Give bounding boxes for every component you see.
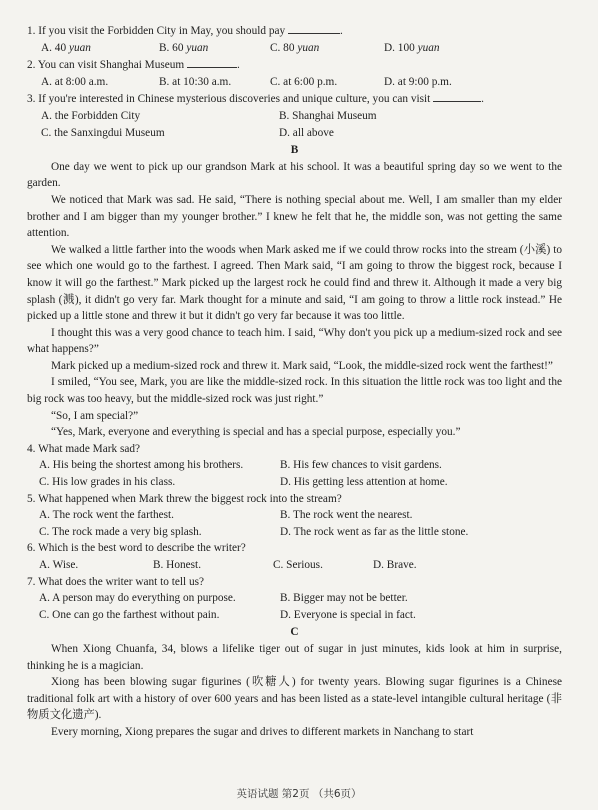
passage-b-paragraph: One day we went to pick up our grandson Mark at his school. It was a beautiful spring day so we went to the garden. <box>27 160 562 190</box>
option-d: D. The rock went as far as the little stone. <box>280 525 469 538</box>
option-b: B. His few chances to visit gardens. <box>280 459 442 472</box>
option-b: B. The rock went the nearest. <box>280 509 413 522</box>
option-a: A. 40 yuan <box>41 41 91 54</box>
option-d: D. His getting less attention at home. <box>280 476 448 489</box>
option-a: A. Wise. <box>39 559 79 571</box>
question-4-options <box>27 457 562 490</box>
option-c: C. 80 yuan <box>270 41 320 54</box>
question-2-stem: 2. You can visit Shanghai Museum <box>27 59 185 72</box>
question-1-stem: 1. If you visit the Forbidden City in May, you should pay <box>27 25 286 37</box>
option-d: D. all above <box>279 126 334 139</box>
option-c: C. His low grades in his class. <box>39 476 176 489</box>
passage-b-paragraph: Mark picked up a medium-sized rock and threw it. Mark said, “Look, the middle-sized rock went the farthest!” <box>51 359 553 372</box>
question-5-options <box>27 507 562 540</box>
section-b-heading: B <box>290 144 299 157</box>
passage-b-paragraph: We noticed that Mark was sad. He said, “There is nothing special about me. Well, I am smaller than my elder brother and I am bigger than my younger brother.” I knew he felt that he, the middle son, was not getting the same attention. <box>27 193 562 240</box>
option-a: A. His being the shortest among his brothers. <box>39 459 244 472</box>
option-b: B. at 10:30 a.m. <box>159 75 232 88</box>
option-d: D. 100 yuan <box>384 41 440 54</box>
option-c: C. The rock made a very big splash. <box>39 525 202 538</box>
option-b: B. Bigger may not be better. <box>280 592 408 605</box>
passage-b-paragraph: I thought this was a very good chance to teach him. I said, “Why don't you pick up a medium-sized rock and see what happens?” <box>27 326 562 356</box>
option-d: D. Everyone is special in fact. <box>280 608 416 621</box>
option-a: A. A person may do everything on purpose. <box>39 592 236 605</box>
option-a: A. The rock went the farthest. <box>39 509 174 522</box>
page-footer: 英语试题 第2页 （共6页） <box>236 788 362 800</box>
passage-c-paragraph: Every morning, Xiong prepares the sugar and drives to different markets in Nanchang to start <box>51 725 474 738</box>
question-2: 2. You can visit Shanghai Museum . <box>27 56 562 74</box>
question-1: 1. If you visit the Forbidden City in May, you should pay . <box>27 22 562 40</box>
answer-blank <box>187 56 237 68</box>
answer-blank <box>433 90 481 102</box>
passage-b-paragraph: “So, I am special?” <box>51 409 139 422</box>
option-b: B. 60 yuan <box>159 41 209 54</box>
question-3-stem: 3. If you're interested in Chinese mysterious discoveries and unique culture, you can visit <box>27 93 431 106</box>
question-2-options <box>27 74 562 91</box>
passage-b-paragraph: “Yes, Mark, everyone and everything is special and has a special purpose, especially you.” <box>51 426 461 439</box>
question-7-stem: 7. What does the writer want to tell us? <box>27 575 205 588</box>
option-c: C. at 6:00 p.m. <box>270 75 338 88</box>
option-c: C. Serious. <box>273 559 323 571</box>
passage-b-paragraph: I smiled, “You see, Mark, you are like the middle-sized rock. In this situation the little rock was too light and the big rock was too heavy, but the middle-sized rock was just right.” <box>27 376 562 406</box>
question-3: 3. If you're interested in Chinese mysterious discoveries and unique culture, you can visit . <box>27 90 562 108</box>
option-a: A. at 8:00 a.m. <box>41 75 109 88</box>
option-d: D. Brave. <box>373 559 417 571</box>
answer-blank <box>288 22 340 34</box>
option-d: D. at 9:00 p.m. <box>384 75 452 88</box>
passage-c-paragraph: When Xiong Chuanfa, 34, blows a lifelike tiger out of sugar in just minutes, kids look at him in surprise, thinking he is a magician. <box>27 642 562 672</box>
option-c: C. One can go the farthest without pain. <box>39 608 220 621</box>
question-6-stem: 6. Which is the best word to describe the writer? <box>27 542 246 555</box>
passage-c-paragraph: Xiong has been blowing sugar figurines (吹糖人) for twenty years. Blowing sugar figurines is a Chinese traditional folk art with a history of over 600 years and has been listed as a state-level intangible cultural heritage (非物质文化遗产). <box>27 676 562 722</box>
option-b: B. Shanghai Museum <box>279 109 377 122</box>
question-1-options <box>27 40 562 57</box>
option-c: C. the Sanxingdui Museum <box>41 126 165 139</box>
question-6-options <box>27 557 562 574</box>
question-3-options <box>27 108 562 141</box>
passage-b-paragraph: We walked a little farther into the woods when Mark asked me if we could throw rocks into the stream (小溪) to see which one would go to the farthest. I agreed. Then Mark said, “I am going to throw the biggest rock, because I know it will go the farthest.” Mark picked up the largest rock he could find and threw it. Although it made a very big splash (溅), it didn't go very far. Mark thought for a minute and said, “I am going to throw a little rock instead.” He picked up a little stone and threw it but it didn't go very far because it was too little. <box>27 243 562 323</box>
option-a: A. the Forbidden City <box>41 109 141 122</box>
question-5-stem: 5. What happened when Mark threw the biggest rock into the stream? <box>27 492 342 505</box>
section-c-heading: C <box>290 626 299 639</box>
option-b: B. Honest. <box>153 559 202 571</box>
question-7-options <box>27 590 562 623</box>
question-4-stem: 4. What made Mark sad? <box>27 442 141 455</box>
